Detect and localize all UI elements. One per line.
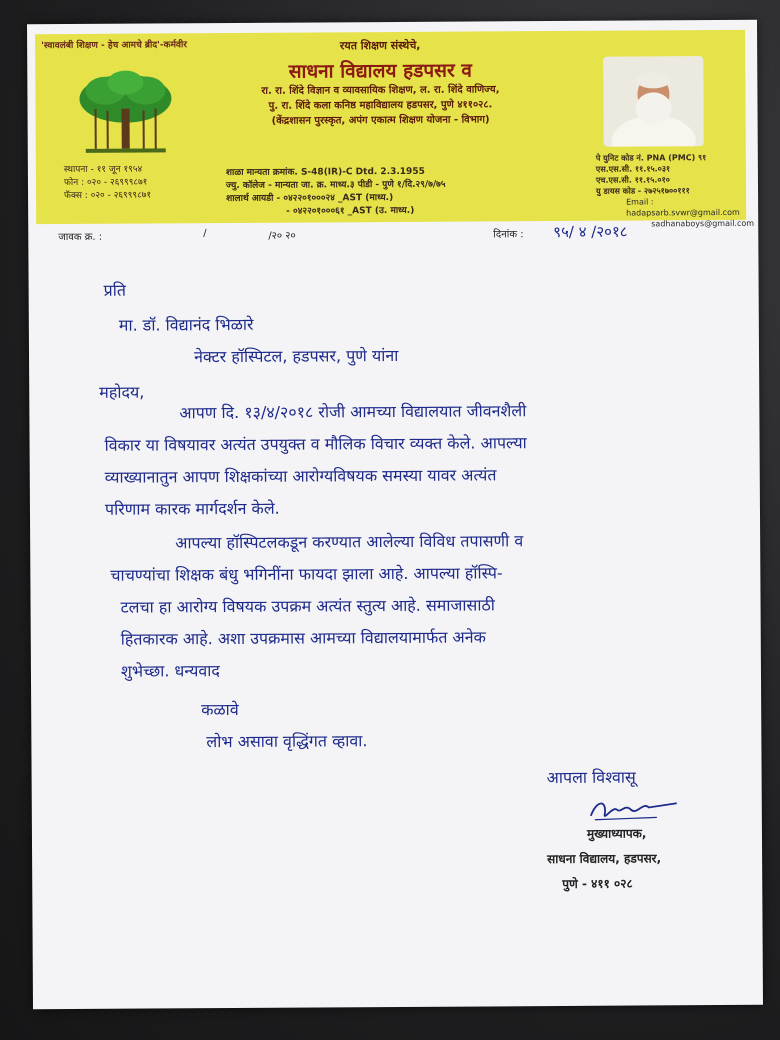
junior-college-recognition: ज्यु. कॉलेज - मान्यता जा. क्र. माध्य.३ पीडी - पुणे १/दि.२९/७/७५ [225,179,446,192]
banyan-tree-logo [75,68,176,159]
closing-line-2: लोभ असावा वृद्धिंगत व्हावा. [206,731,368,752]
organization-name: रयत शिक्षण संस्थेचे, [339,38,421,53]
body-line-6: चाचण्यांचा शिक्षक बंधु भगिनींना फायदा झाला आहे. आपल्या हॉस्पि- [110,563,503,585]
established-date: स्थापना - ११ जून १९५४ [63,164,143,176]
letterhead [35,30,755,229]
ssc-code: एस.एस.सी. ११.१५.०३१ [595,164,671,174]
recipient-name: मा. डॉ. विद्यानंद भिळारे [118,314,254,335]
salutation-prati: प्रति [103,280,127,300]
body-line-7: टलचा हा आरोग्य विषयक उपक्रम अत्यंत स्तुत्य आहे. समाजासाठी [120,595,495,617]
body-line-8: हितकारक आहे. अशा उपक्रमास आमच्या विद्यालयामार्फत अनेक [120,627,486,649]
fax-number: फॅक्स : ०२० - २६९९९८७१ [64,190,152,202]
body-line-2: विकार या विषयावर अत्यंत उपयुक्त व मौलिक विचार व्यक्त केले. आपल्या [104,433,527,455]
college-line-1: रा. रा. शिंदे विज्ञान व व्यावसायिक शिक्षण, ल. रा. शिंदे वाणिज्य, [261,84,500,97]
college-line-3: (केंद्रशासन पुरस्कृत, अपंग एकात्म शिक्षण योजना - विभाग) [271,114,490,127]
founder-portrait [603,56,704,147]
shalarth-id-higher-secondary: - ०४२२०१०००६१ _AST (उ. माध्य.) [286,205,415,217]
principal-signature [587,795,682,826]
college-line-2: पु. रा. शिंदे कला कनिष्ठ महाविद्यालय हडपसर, पुणे ४११०२८. [268,99,493,112]
pay-unit-code: पे युनिट कोड नं. PNA (PMC) ९१ [595,153,707,163]
signature-city: पुणे - ४११ ०२८ [562,876,633,891]
outward-number-label: जावक क्र. : [58,231,103,244]
letterhead-contacts [64,163,151,203]
closing-line-1: कळावे [201,699,239,720]
signature-title: मुख्याध्यापक, [586,826,647,841]
udise-code: यु डायस कोड - २७२५१७००१११ [596,186,690,196]
phone-number: फोन : ०२० - २६९९९८७१ [63,177,148,189]
school-recognition: शाळा मान्यता क्रमांक. S-48(IR)-C Dtd. 2.3.1955 [225,166,425,179]
institution-codes [596,152,754,230]
hsc-code: एच.एस.सी. ११.१५.०१० [595,175,670,185]
body-line-4: परिणाम कारक मार्गदर्शन केले. [104,498,280,519]
yours-faithfully: आपला विश्वासू [546,767,636,788]
outward-year: /२० २० [268,230,296,242]
email-secondary: sadhanaboys@gmail.com [651,218,755,229]
body-line-3: व्याख्यानातुन आपण शिक्षकांच्या आरोग्यविषयक समस्या यावर अत्यंत [104,465,497,487]
shalarth-id-secondary: शालार्थ आयडी - ०४२२०१०००२४ _AST (माध्य.) [226,193,394,205]
date-value: ९५/ ४ /२०१८ [553,222,628,242]
body-line-1: आपण दि. १३/४/२०१८ रोजी आमच्या विद्यालयात जीवनशैली [179,401,527,423]
outward-number-slash: / [203,228,207,240]
school-name: साधना विद्यालय हडपसर व [288,59,472,83]
letterhead-title-block [215,37,546,129]
date-label: दिनांक : [493,229,524,241]
recognition-details [226,166,446,219]
greeting: महोदय, [99,382,145,402]
letter-page [27,20,763,1009]
body-line-5: आपल्या हॉस्पिटलकडून करण्यात आलेल्या विविध तपासणी व [175,531,524,553]
body-line-9: शुभेच्छा. धन्यवाद [120,661,220,681]
email-primary: Email : hadapsarb.svwr@gmail.com [626,197,740,218]
recipient-address: नेक्टर हॉस्पिटल, हडपसर, पुणे यांना [193,345,399,367]
letterhead-motto: 'स्वावलंबी शिक्षण - हेच आमचे ब्रीद'-कर्मवीर [41,40,187,52]
signature-school: साधना विद्यालय, हडपसर, [547,851,662,867]
